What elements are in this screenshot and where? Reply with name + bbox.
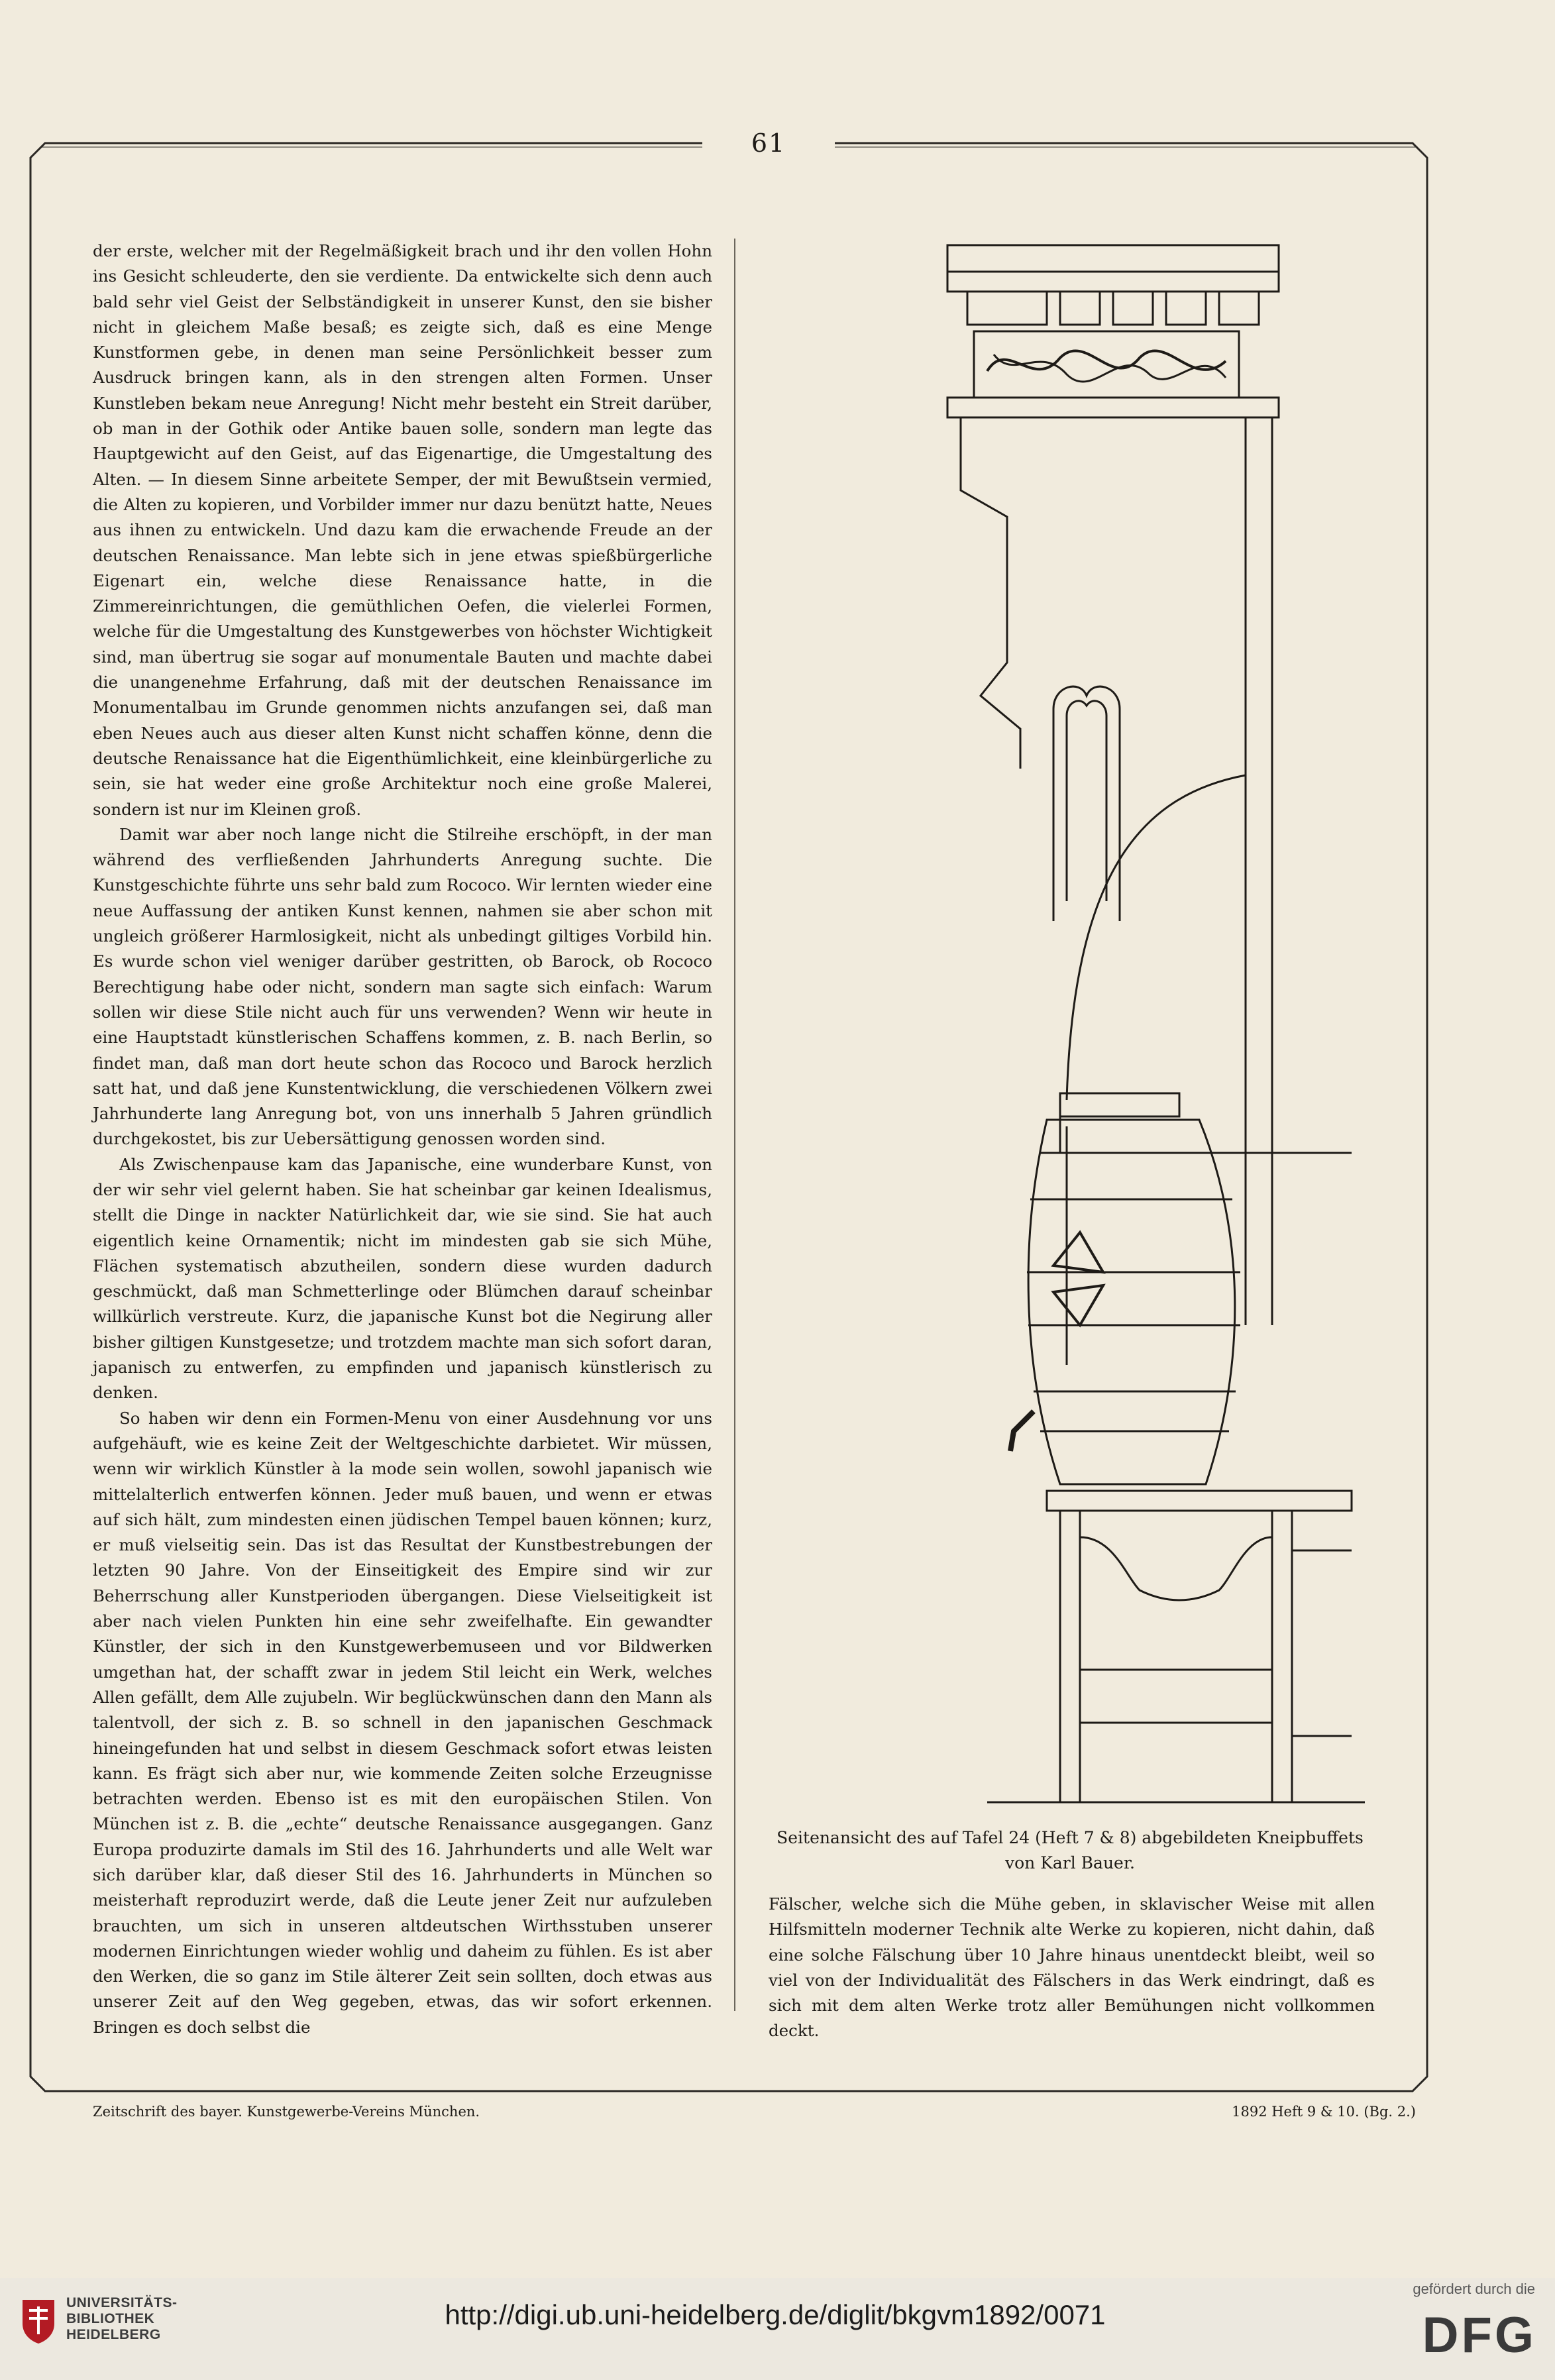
left-text-column <box>93 239 712 2037</box>
issue-footer: 1892 Heft 9 & 10. (Bg. 2.) <box>1232 2104 1416 2120</box>
university-seal-icon <box>19 2297 58 2345</box>
journal-footer: Zeitschrift des bayer. Kunstgewerbe-Vereins München. <box>93 2104 480 2120</box>
paragraph: Als Zwischenpause kam das Japanische, eine wunderbare Kunst, von der wir sehr viel gelernt haben. Sie hat scheinbar gar keinen Idealismus, stellt die Dinge in nackter Natürlichkeit dar, wie sie sind. Sie hat auch eigentlich keine Ornamentik; nicht im mindesten gab sie sich Mühe, Flächen systematisch abzutheilen, sondern diese wurden dadurch geschmückt, daß man Schmetterlinge oder Blümchen darauf scheinbar willkürlich verstreute. Kurz, die japanische Kunst bot die Negirung aller bisher giltigen Kunstgesetze; und trotzdem machte man sich sofort daran, japanisch zu entwerfen, zu empfinden und japanisch künstlerisch zu denken. <box>93 1154 712 1403</box>
page-number: 61 <box>702 130 835 156</box>
library-name-line: HEIDELBERG <box>66 2327 161 2342</box>
digital-copy-url[interactable]: http://digi.ub.uni-heidelberg.de/diglit/bkgvm1892/0071 <box>445 2299 1106 2330</box>
paragraph: So haben wir denn ein Formen-Menu von einer Ausdehnung vor uns aufgehäuft, wie es keine Zeit der Weltgeschichte darbietet. Wir müssen, wenn wir wirklich Künstler à la mode sein wollen, sowohl japanisch wie mittelalterlich entwerfen können. Jeder muß bauen, und wenn er etwas auf sich hält, zum mindesten einen jüdischen Tempel bauen können; kurz, er muß vielseitig sein. Das ist das Resultat der Kunstbestrebungen der letzten 90 Jahre. Von der Einseitigkeit des Empire sind wir zur Beherrschung aller Kunstperioden übergangen. Diese Vielseitigkeit ist aber nach vielen Punkten hin eine sehr zweifelhafte. Ein gewandter Künstler, der sich in den Kunstgewerbemuseen und vor Bildwerken umgethan hat, der schafft zwar in jedem Stil leicht ein Werk, welches Allen gefällt, dem Alle zujubeln. Wir beglückwünschen dann den Mann als talentvoll, der sich z. B. so schnell in den japanischen Geschmack hineingefunden hat und selbst in diesem Geschmack sofort etwas leisten kann. Es frägt sich aber nur, wie kommende Zeiten solche Erzeugnisse betrachten werden. Ebenso ist es mit den europäischen Stilen. Von München ist z. B. die „echte“ deutsche Renaissance ausgegangen. Ganz Europa produzirte damals im Stil des 16. Jahrhunderts und alle Welt war sich darüber klar, daß dieser Stil des 16. Jahrhunderts in München so meisterhaft reproduzirt werde, daß die Leute jener Zeit nur aufzuleben brauchten, um sich in unseren altdeutschen Wirthsstuben unserer modernen Einrichtungen wieder wohlig und daheim zu fühlen. Es ist aber den Werken, die so ganz im Stile älterer Zeit sein sollten, doch etwas aus unserer Zeit auf den Weg gegeben, etwas, das wir sofort erkennen. Bringen es doch selbst die <box>93 1408 712 2037</box>
library-name <box>66 2295 178 2343</box>
right-text-column <box>769 1892 1375 2041</box>
paragraph: Damit war aber noch lange nicht die Stilreihe erschöpft, in der man während des verfließenden Jahrhunderts Anregung suchte. Die Kunstgeschichte führte uns sehr bald zum Rococo. Wir lernten wieder eine neue Auffassung der antiken Kunst kennen, nahmen sie aber schon mit ungleich größerer Harmlosigkeit, nicht als unbedingt giltiges Vorbild hin. Es wurde schon viel weniger darüber gestritten, ob Barock, ob Rococo Berechtigung habe oder nicht, sondern man sagte sich einfach: Warum sollen wir diese Stile nicht auch für uns verwenden? Wenn wir heute in eine Hauptstadt künstlerischen Schaffens kommen, z. B. nach Berlin, so findet man, daß man dort heute schon das Rococo und Barock herzlich satt hat, und daß jene Kunstentwicklung, die verschiedenen Völkern zwei Jahrhunderte lang Anregung bot, von uns innerhalb 5 Jahren gründlich durchgekostet, bis zur Uebersättigung genossen worden sind. <box>93 824 712 1149</box>
library-name-line: BIBLIOTHEK <box>66 2311 155 2326</box>
funding-note: gefördert durch die <box>1413 2281 1535 2297</box>
dfg-logo: DFG <box>1422 2307 1536 2363</box>
figure-caption: Seitenansicht des auf Tafel 24 (Heft 7 & 8) abgebildeten Kneipbuffets von Karl Bauer. <box>777 1828 1364 1872</box>
column-divider <box>734 239 735 2011</box>
buffet-side-view-illustration <box>769 239 1371 1809</box>
paragraph: Fälscher, welche sich die Mühe geben, in sklavischer Weise mit allen Hilfsmitteln moderner Technik alte Werke zu kopieren, nicht dahin, daß eine solche Fälschung über 10 Jahre hinaus unentdeckt bleibt, weil so viel von der Individualität des Fälschers in das Werk eindringt, daß es sich mit dem alten Werke trotz aller Bemühungen nicht vollkommen deckt. <box>769 1894 1375 2041</box>
paragraph: der erste, welcher mit der Regelmäßigkeit brach und ihr den vollen Hohn ins Gesicht schleuderte, den sie verdiente. Da entwickelte sich denn auch bald sehr viel Geist der Selbständigkeit in unserer Kunst, den sie bisher nicht in gleichem Maße besaß; es zeigte sich, daß es eine Menge Kunstformen gebe, in denen man seine Persönlichkeit besser zum Ausdruck bringen kann, als in den strengen alten Formen. Unser Kunstleben bekam neue Anregung! Nicht mehr besteht ein Streit darüber, ob man in der Gothik oder Antike bauen solle, sondern man legte das Hauptgewicht auf den Geist, auf das Eigenartige, die Umgestaltung des Alten. — In diesem Sinne arbeitete Semper, der mit Bewußtsein vermied, die Alten zu kopieren, und Vorbilder immer nur dazu benützt hatte, Neues aus ihnen zu entwickeln. Und dazu kam die erwachende Freude an der deutschen Renaissance. Man lebte sich in jene etwas spießbürgerliche Eigenart ein, welche diese Renaissance hatte, in die Zimmereinrichtungen, die gemüthlichen Oefen, die vielerlei Formen, welche für die Umgestaltung des Kunstgewerbes von höchster Wichtigkeit sind, man übertrug sie sogar auf monumentale Bauten und machte dabei die unangenehme Erfahrung, daß mit der deutschen Renaissance im Monumentalbau im Grunde genommen nichts anzufangen sei, daß man eben Neues auch aus dieser alten Kunst nicht schaffen könne, denn die deutsche Renaissance hat die Eigenthümlichkeit, eine kleinbürgerliche zu sein, sie hat weder eine große Architektur noch eine große Malerei, sondern ist nur im Kleinen groß. <box>93 241 712 819</box>
library-name-line: UNIVERSITÄTS- <box>66 2295 178 2310</box>
